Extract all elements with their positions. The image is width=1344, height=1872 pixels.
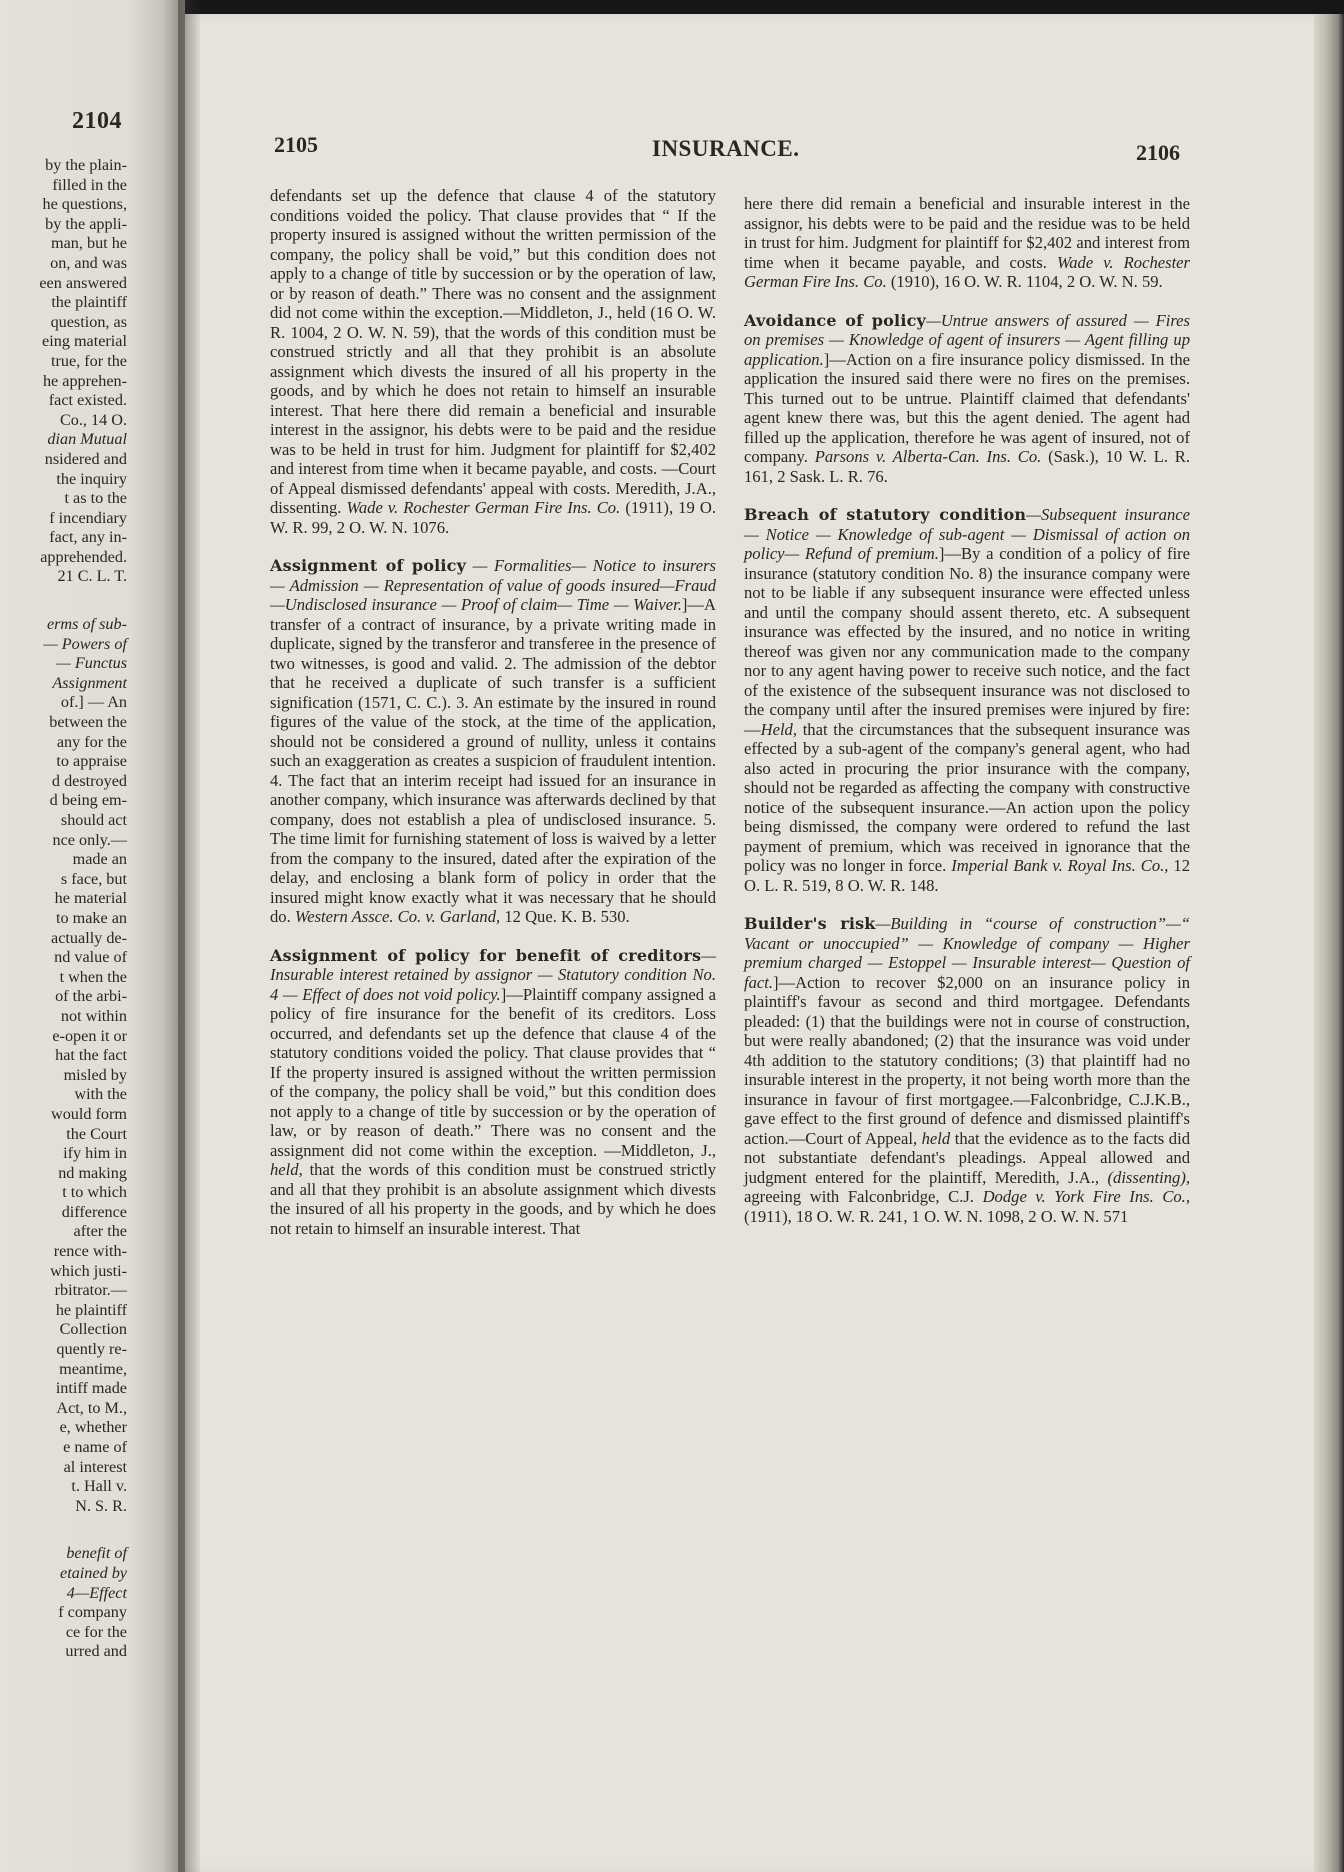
previous-page-line: between the xyxy=(49,713,127,732)
previous-page-line: after the xyxy=(73,1222,127,1241)
previous-page-line: he plaintiff xyxy=(55,1300,127,1319)
previous-page-line: e name of xyxy=(63,1438,127,1456)
citation-reference: (Sask.), 10 W. L. R. 161, 2 Sask. L. R. 76. xyxy=(744,447,1191,486)
entry-heading: Assignment of policy for benefit of creditors xyxy=(270,945,702,965)
digest-entry xyxy=(744,914,1190,1226)
citation-reference: (1910), 16 O. W. R. 1104, 2 O. W. N. 59. xyxy=(890,272,1163,291)
previous-page-line: al interest xyxy=(63,1457,127,1476)
previous-page-line: Assignment xyxy=(52,673,127,692)
citation-reference: (1911), 18 O. W. R. 241, 1 O. W. N. 1098, 2 O. W. N. 571 xyxy=(744,1206,1129,1226)
entry-body: ]—A transfer of a contract of insurance, by a private writing made in duplicate, signed by the transferor and transferee in the presence of two witnesses, is good and valid. 2. The admission of the debtor that he received a duplicate of such transfer is a sufficient signification (1571, C. C.). 3. An estimate by the insured in round figures of the value of the stock, at the time of the application, should not be considered a ground of nullity, unless it contains such an exaggeration as creates a suspicion of fraudulent intention. 4. The fact that an interim receipt had issued for an insurance in another company, which insurance was afterwards declined by that company, does not establish a plea of undisclosed insurance. 5. The time limit for furnishing statement of loss is waived by a letter from the company to the insured, dated after the expiration of the delay, and enclosing a blank form of policy in order that the insured might know exactly what it was necessary that he should do. xyxy=(270,595,716,926)
previous-page-line: e-open it or xyxy=(52,1026,127,1045)
case-citation: Wade v. Rochester German Fire Ins. Co. xyxy=(744,252,1191,291)
emphasis-held: Held, xyxy=(760,719,797,739)
previous-page-text xyxy=(0,156,127,1662)
case-citation: Western Assce. Co. v. Garland, xyxy=(294,907,501,926)
column-left xyxy=(270,186,716,1238)
column-right xyxy=(744,194,1190,1226)
previous-page-line: which justi- xyxy=(50,1261,127,1280)
paragraph-continuation xyxy=(744,194,1190,292)
previous-page-line: t to which xyxy=(62,1183,127,1202)
emphasis-dissenting: (dissenting), xyxy=(1107,1167,1190,1187)
previous-page-number: 2104 xyxy=(72,108,122,134)
previous-page-line: t when the xyxy=(59,967,127,986)
emphasis-held: held xyxy=(921,1128,951,1148)
paragraph-text: defendants set up the defence that clause 4 of the statutory conditions voided the policy. That clause provides that “ If the property insured is assigned without the written permission of the company, the policy shall be void,” but this condition does not apply to a change of title by succession or by the operation of law, or by reason of death.” There was no consent and the assignment did not come within the exception.—Middleton, J., held (16 O. W. R. 1004, 2 O. W. N. 59), that the words of this condition must be construed strictly and all that they prohibit is an absolute assignment which divests the insured of all his property in the goods, and by which he does not retain to himself an insurable interest. That here there did remain a beneficial and insurable interest in the assignor, his debts were to be paid and the residue was to be held in trust for him. Judgment for plaintiff for $2,402 and interest from time when it became payable, and costs. —Court of Appeal dismissed defendants' appeal with costs. Meredith, J.A., dissenting. xyxy=(270,186,716,517)
previous-page-line: urred and xyxy=(65,1642,127,1661)
previous-page-line: meantime, xyxy=(59,1359,127,1378)
previous-page-line: he questions, xyxy=(42,195,127,214)
previous-page-line: rence with- xyxy=(53,1242,127,1261)
entry-heading: Avoidance of policy xyxy=(744,310,927,330)
previous-page-line: of the arbi- xyxy=(55,987,127,1006)
previous-page-line: t. Hall v. xyxy=(71,1477,127,1496)
previous-page-line: quently re- xyxy=(56,1340,127,1359)
entry-body: that the evidence as to the facts did not substantiate defendant's pleadings. Appeal allowed and judgment entered for the plaintiff, Meredith, J.A., xyxy=(744,1128,1190,1187)
entry-body: ]—By a condition of a policy of fire insurance (statutory condition No. 8) the insurance company were not to be liable if any subsequent insurance were effected unless and until the company should assent thereto, etc. A subsequent insurance was effected by the insured, and no notice in writing thereof was given nor any communication made to the company nor to any agent having power to receive such notice, and the fact of the existence of the subsequent insurance was not disclosed to the company until after the insured premises were injured by fire:— xyxy=(744,544,1190,739)
previous-page-line: eing material xyxy=(42,332,127,351)
digest-entry xyxy=(270,946,716,1239)
entry-body: that the words of this condition must be construed strictly and all that they prohibit is an absolute assignment which divests the insured of all his property in the goods, and by which he does not retain to himself an insurable interest. That xyxy=(270,1160,716,1238)
case-citation: Wade v. Rochester German Fire Ins. Co. xyxy=(346,498,621,517)
entry-body: that the circumstances that the subsequent insurance was effected by a sub-agent of the company's general agent, who had also acted in procuring the prior insurance with the company, should not be regarded as affecting the company with constructive notice of the subsequent insurance.—An action upon the policy being dismissed, the company were ordered to refund the last payment of premium, which was received in ignorance that the policy was no longer in force. xyxy=(744,719,1190,875)
previous-page-line: Collection xyxy=(59,1320,127,1339)
emphasis-held: held, xyxy=(270,1160,303,1179)
previous-page-line: t as to the xyxy=(64,489,127,508)
line-gap xyxy=(0,1516,127,1544)
entry-subheadings: —Insurable interest retained by assignor — Statutory condition No. 4 — Effect of does not void policy. xyxy=(270,945,716,1004)
previous-page-line: nsidered and xyxy=(44,449,127,468)
line-gap xyxy=(0,587,127,615)
digest-entry xyxy=(744,311,1190,487)
previous-page-line: d destroyed xyxy=(51,771,127,790)
previous-page-line: hat the fact xyxy=(55,1046,127,1065)
entry-body: ]—Action on a fire insurance policy dismissed. In the application the insured said there were no fires on the premises. This turned out to be untrue. Plaintiff claimed that defendants' agent knew there was, but this the agent denied. The agent had filled up the application, therefore he was agent of insured, not of company. xyxy=(744,349,1190,466)
previous-page-line: f company xyxy=(58,1603,127,1622)
previous-page-line: dian Mutual xyxy=(47,430,127,449)
previous-page-line: misled by xyxy=(63,1065,127,1084)
entry-body: ]—Action to recover $2,000 on an insurance policy in plaintiff's favour as second and third mortgagee. Defendants pleaded: (1) that the buildings were not in course of construction, but were really abandoned; (2) that the insurance was void under 4th addition to the statutory conditions; (3) that plaintiff had no insurable interest in the property, it not being worth more than the insurance in favour of first mortgagee.—Falconbridge, C.J.K.B., gave effect to the first ground of defence and dismissed plaintiff's action.—Court of Appeal, xyxy=(744,972,1190,1148)
previous-page-line: not within xyxy=(60,1006,127,1025)
previous-page-line: any for the xyxy=(56,732,127,751)
previous-page-line: d being em- xyxy=(49,791,127,810)
previous-page-line: should act xyxy=(60,811,127,829)
previous-page-line: fact existed. xyxy=(48,391,127,410)
previous-page-line: made an xyxy=(72,850,127,869)
previous-page-line: — Functus xyxy=(56,654,127,673)
previous-page-line: 21 C. L. T. xyxy=(57,567,127,586)
citation-reference: 12 O. L. R. 519, 8 O. W. R. 148. xyxy=(744,856,1191,895)
case-citation: Dodge v. York Fire Ins. Co., xyxy=(982,1187,1190,1206)
previous-page-line: 4—Effect xyxy=(66,1583,127,1602)
previous-page-line: with the xyxy=(74,1085,127,1104)
entry-heading: Builder's risk xyxy=(744,914,876,933)
previous-page-line: nd value of xyxy=(54,948,127,967)
previous-page-line: the plaintiff xyxy=(51,293,127,312)
book-gutter xyxy=(178,0,200,1872)
case-citation: Imperial Bank v. Royal Ins. Co., xyxy=(951,856,1169,875)
paragraph-text: here there did remain a beneficial and insurable interest in the assignor, his debts were to be paid and the residue was to be held in trust for him. Judgment for plaintiff for $2,402 and interest from time when it became payable, and costs. xyxy=(744,194,1190,272)
previous-page-line: on, and was xyxy=(50,253,127,272)
previous-page-line: to make an xyxy=(55,908,127,927)
previous-page-line: N. S. R. xyxy=(75,1496,127,1515)
previous-page-line: would form xyxy=(51,1104,127,1123)
case-citation: Parsons v. Alberta-Can. Ins. Co. xyxy=(814,447,1042,466)
previous-page-line: Act, to M., xyxy=(56,1398,127,1417)
previous-page-line: true, for the xyxy=(51,351,127,370)
previous-page-line: filled in the xyxy=(52,175,127,194)
previous-page-line: f incendiary xyxy=(49,508,127,527)
previous-page-line: he material xyxy=(54,889,127,908)
entry-subheadings: —Building in “course of construction”—“ Vacant or unoccupied” — Knowledge of company — Higher premium charged — Estoppel — Insurable interest— Question of fact. xyxy=(744,914,1190,992)
previous-page-line: man, but he xyxy=(51,234,127,253)
previous-page-line: fact, any in- xyxy=(49,528,127,547)
entry-body: agreeing with Falconbridge, C.J. xyxy=(744,1187,974,1206)
entry-heading: Breach of statutory condition xyxy=(744,505,1027,524)
previous-page-line: ce for the xyxy=(65,1622,127,1641)
citation-reference: (1911), 19 O. W. R. 99, 2 O. W. N. 1076. xyxy=(270,498,716,537)
previous-page-line: een answered xyxy=(39,273,127,292)
previous-page-line: of.] — An xyxy=(60,693,127,712)
running-title: INSURANCE. xyxy=(652,136,800,161)
previous-page-line: Co., 14 O. xyxy=(59,410,127,429)
previous-page-line: the inquiry xyxy=(56,469,127,488)
page-number-right: 2106 xyxy=(1136,140,1180,165)
paragraph-continuation xyxy=(270,186,716,537)
previous-page-line: erms of sub- xyxy=(46,615,127,634)
previous-page-line: by the plain- xyxy=(45,156,127,174)
previous-page xyxy=(0,0,185,1872)
entry-subheadings: —Subsequent insurance — Notice — Knowledge of sub-agent — Dismissal of action on policy— Refund of premium. xyxy=(744,505,1190,563)
previous-page-line: the Court xyxy=(66,1124,127,1143)
previous-page-line: s face, but xyxy=(60,869,127,888)
previous-page-line: difference xyxy=(61,1202,127,1221)
previous-page-line: ify him in xyxy=(63,1144,127,1163)
citation-reference: 12 Que. K. B. 530. xyxy=(504,907,630,926)
entry-subheadings: — Formalities— Notice to insurers — Admission — Representation of value of goods insured—Fraud —Undisclosed insurance — Proof of claim— Time — Waiver. xyxy=(270,556,716,614)
entry-heading: Assignment of policy xyxy=(270,556,467,575)
previous-page-line: apprehended. xyxy=(40,547,127,566)
previous-page-line: nce only.— xyxy=(52,830,127,849)
previous-page-line: etained by xyxy=(60,1563,127,1582)
digest-entry xyxy=(270,556,716,927)
previous-page-line: by the appli- xyxy=(45,214,127,233)
previous-page-line: e, whether xyxy=(59,1418,127,1437)
previous-page-line: rbitrator.— xyxy=(54,1281,127,1300)
previous-page-line: actually de- xyxy=(51,928,127,947)
previous-page-line: he apprehen- xyxy=(42,371,127,390)
previous-page-line: nd making xyxy=(58,1163,127,1182)
previous-page-line: benefit of xyxy=(66,1544,127,1563)
previous-page-line: — Powers of xyxy=(43,634,127,653)
entry-subheadings: —Untrue answers of assured — Fires on premises — Knowledge of agent of insurers — Agent filling up application. xyxy=(744,310,1190,369)
previous-page-line: to appraise xyxy=(56,752,127,771)
previous-page-line: question, as xyxy=(50,312,127,331)
page-number-left: 2105 xyxy=(274,132,318,157)
previous-page-line: intiff made xyxy=(55,1379,127,1398)
entry-body: ]—Plaintiff company assigned a policy of fire insurance for the benefit of its creditors. Loss occurred, and defendants set up the defence that clause 4 of the statutory conditions voided the policy. That clause provides that “ If the property insured is assigned without the written permission of the company, the policy shall be void,” but this condition does not apply to a change of title by succession or by the operation of law, or by reason of death.” There was no consent and the assignment did not come within the exception. —Middleton, J., xyxy=(270,984,716,1160)
page-block-edge xyxy=(1314,14,1344,1872)
digest-entry xyxy=(744,505,1190,895)
